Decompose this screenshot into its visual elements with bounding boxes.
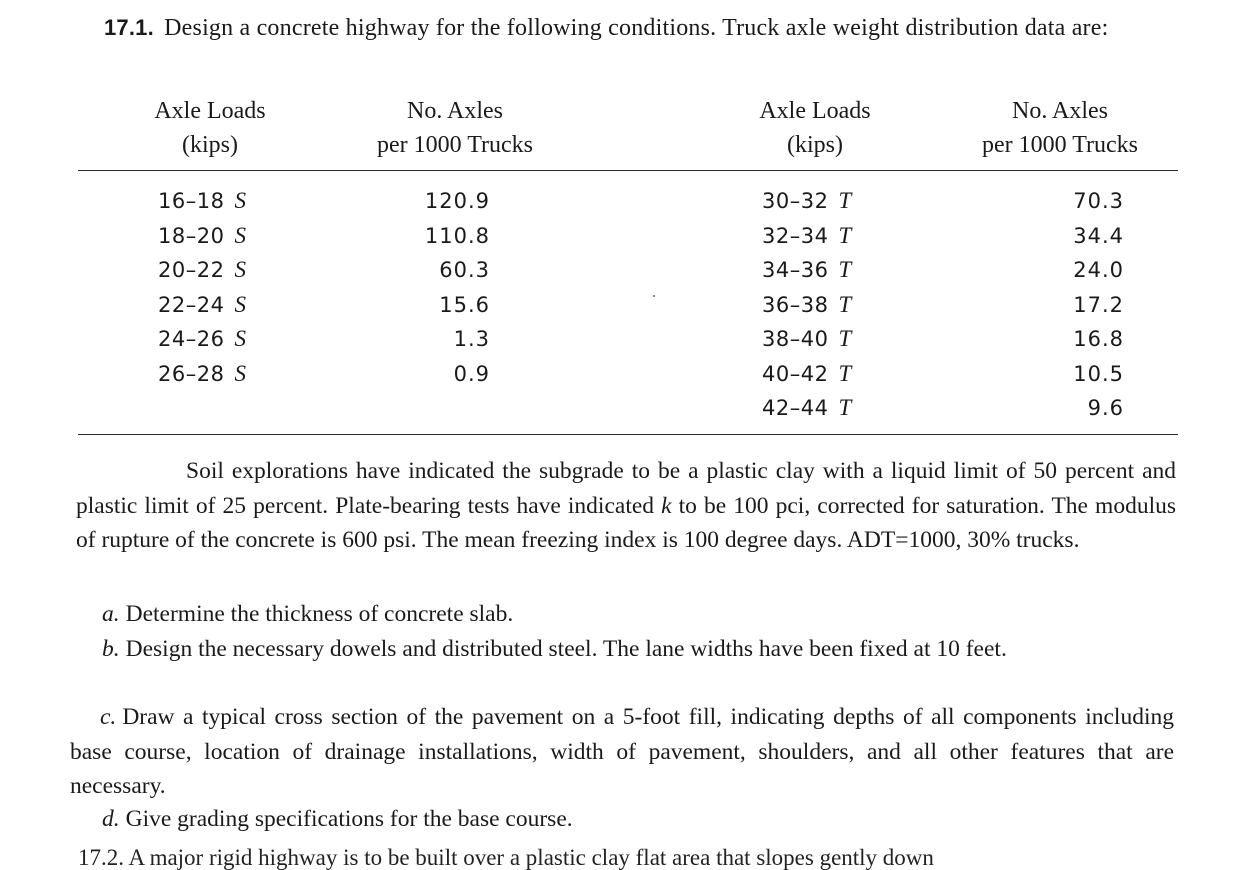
table-row: 16–18 S: [158, 188, 246, 213]
task-text: Design the necessary dowels and distributed steel. The lane widths have been fixed at 10 feet.: [125, 636, 1007, 662]
task-label: d.: [102, 806, 120, 832]
print-speck: [653, 295, 655, 297]
task-label: b.: [102, 636, 120, 662]
task-c: [70, 700, 1174, 804]
header-num-axles-right: [955, 94, 1165, 162]
table-cell: 60.3: [439, 258, 490, 282]
single-axle-count-column: [380, 184, 490, 391]
table-cell: 16.8: [1073, 327, 1124, 351]
header-axle-loads-right: [735, 94, 895, 162]
table-cell: 70.3: [1073, 189, 1124, 213]
header-text: (kips): [787, 132, 843, 158]
header-text: per 1000 Trucks: [376, 132, 533, 158]
header-text: No. Axles: [407, 98, 503, 124]
header-text: Axle Loads: [759, 98, 871, 124]
soil-paragraph: Soil explorations have indicated the subgrade to be a plastic clay with a liquid limit of 50 percent and plastic limit of 25 percent. Plate-bearing tests have indicated k to be 100 pci, corrected for saturation. The modulus of rupture of the concrete is 600 psi. The mean freezing index is 100 degree days. ADT=1000, 30% trucks.: [76, 458, 1177, 553]
task-a: [74, 597, 1174, 632]
problem-number: 17.1.: [104, 15, 154, 40]
task-b: [74, 632, 1174, 667]
table-cell: 110.8: [424, 223, 490, 248]
table-row: 34–36 T: [762, 257, 852, 282]
problem-intro: Design a concrete highway for the following conditions. Truck axle weight distribution data are:: [164, 15, 1109, 41]
header-text: per 1000 Trucks: [981, 132, 1138, 158]
task-text: Determine the thickness of concrete slab.: [125, 601, 514, 627]
header-num-axles-left: [350, 94, 560, 162]
table-row: 42–44 T: [762, 395, 852, 420]
table-cell: 34.4: [1073, 223, 1124, 248]
next-problem-partial: 17.2. A major rigid highway is to be built over a plastic clay flat area that slopes gently down: [78, 845, 934, 870]
table-cell: 1.3: [453, 327, 490, 351]
table-row: 36–38 T: [762, 291, 852, 317]
k-symbol: k: [661, 492, 672, 519]
table-row: 18–20 S: [158, 222, 246, 248]
task-label: a.: [102, 601, 120, 627]
table-cell: 15.6: [439, 292, 490, 317]
table-row: 32–34 T: [762, 222, 852, 248]
header-text: No. Axles: [1012, 98, 1108, 124]
table-cell: 9.6: [1087, 396, 1124, 420]
table-row: 24–26 S: [158, 326, 246, 351]
table-cell: 0.9: [453, 361, 490, 386]
table-row: 22–24 S: [158, 291, 246, 317]
table-cell: 24.0: [1073, 258, 1124, 282]
task-d: [74, 802, 1174, 837]
tandem-axle-count-column: [1020, 184, 1124, 426]
task-label: c.: [100, 704, 117, 730]
table-cell: 120.9: [424, 189, 490, 213]
table-row: 26–28 S: [158, 360, 246, 386]
table-cell: 10.5: [1073, 361, 1124, 386]
table-row: 20–22 S: [158, 257, 246, 282]
tandem-axle-load-column: [762, 184, 882, 426]
header-text: Axle Loads: [154, 98, 266, 124]
table-row: 30–32 T: [762, 188, 852, 213]
table-row: 40–42 T: [762, 360, 852, 386]
header-axle-loads-left: [130, 94, 290, 162]
table-row: 38–40 T: [762, 326, 852, 351]
task-text: Give grading specifications for the base course.: [125, 806, 573, 832]
header-text: (kips): [182, 132, 238, 158]
table-top-rule: [78, 170, 1178, 171]
table-bottom-rule: [78, 434, 1178, 435]
problem-statement: [78, 10, 1188, 46]
single-axle-load-column: [158, 184, 278, 391]
table-cell: 17.2: [1073, 292, 1124, 317]
task-text: Draw a typical cross section of the pavement on a 5-foot fill, indicating depths of all components including base course, location of drainage installations, width of pavement, shoulders, and all other features that are necessary.: [70, 704, 1174, 799]
